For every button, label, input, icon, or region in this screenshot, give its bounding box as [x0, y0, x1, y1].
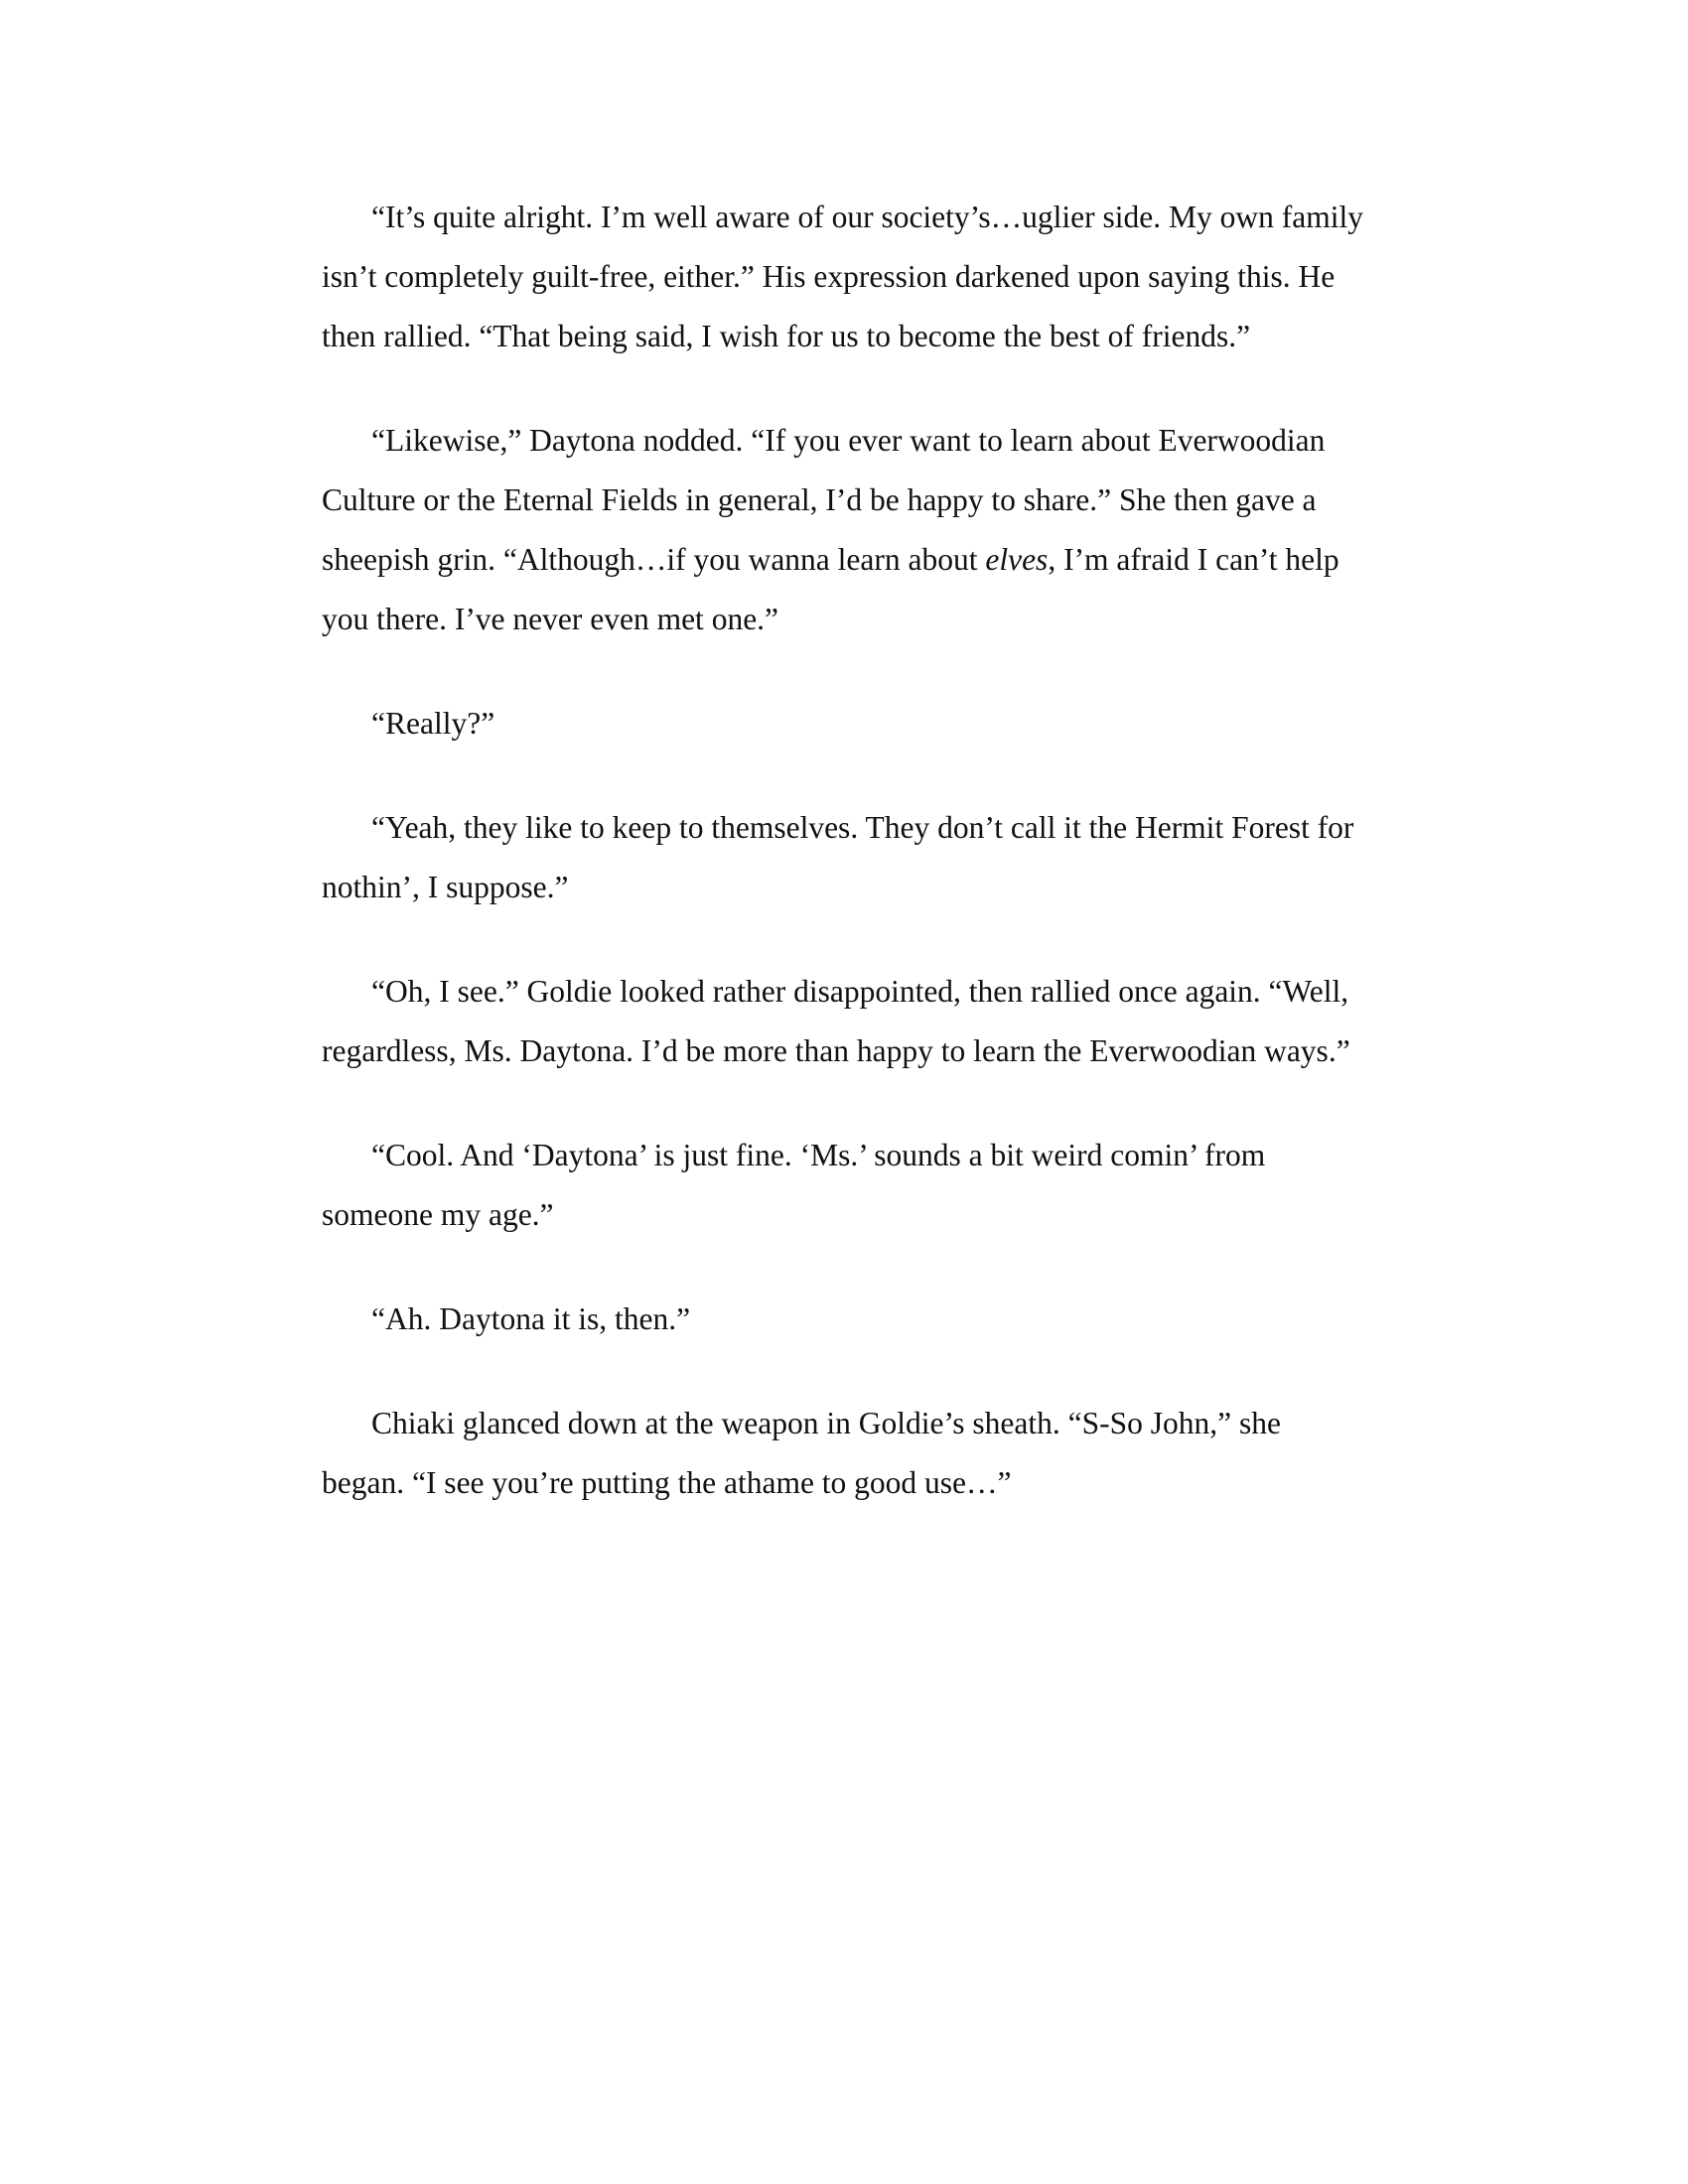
paragraph-2-text-before: “Likewise,” Daytona nodded. “If you ever want to learn about Everwoodian Culture or the Eternal Fields in general, I’d be happy to share.” She then gave a sheepish grin. “Although…if you wanna learn about [322, 423, 1326, 577]
paragraph-3: “Really?” [371, 706, 495, 741]
paragraph-6: “Cool. And ‘Daytona’ is just fine. ‘Ms.’ sounds a bit weird comin’ from someone my age.” [322, 1138, 1266, 1232]
body-text [322, 188, 1364, 1558]
paragraph-4: “Yeah, they like to keep to themselves. They don’t call it the Hermit Forest for nothin’, I suppose.” [322, 810, 1354, 904]
paragraph-8: Chiaki glanced down at the weapon in Goldie’s sheath. “S-So John,” she began. “I see you’re putting the athame to good use…” [322, 1406, 1281, 1500]
paragraph-2-text-after: , I’m afraid I can’t help you there. I’ve never even met one.” [322, 542, 1339, 636]
paragraph-1: “It’s quite alright. I’m well aware of our society’s…uglier side. My own family isn’t completely guilt-free, either.” His expression darkened upon saying this. He then rallied. “That being said, I wish for us to become the best of friends.” [322, 200, 1364, 353]
paragraph-5: “Oh, I see.” Goldie looked rather disappointed, then rallied once again. “Well, regardless, Ms. Daytona. I’d be more than happy to learn the Everwoodian ways.” [322, 974, 1350, 1068]
paragraph-2 [322, 411, 1364, 649]
paragraph-7: “Ah. Daytona it is, then.” [371, 1301, 691, 1336]
paragraph-2-emphasis: elves [985, 542, 1049, 577]
